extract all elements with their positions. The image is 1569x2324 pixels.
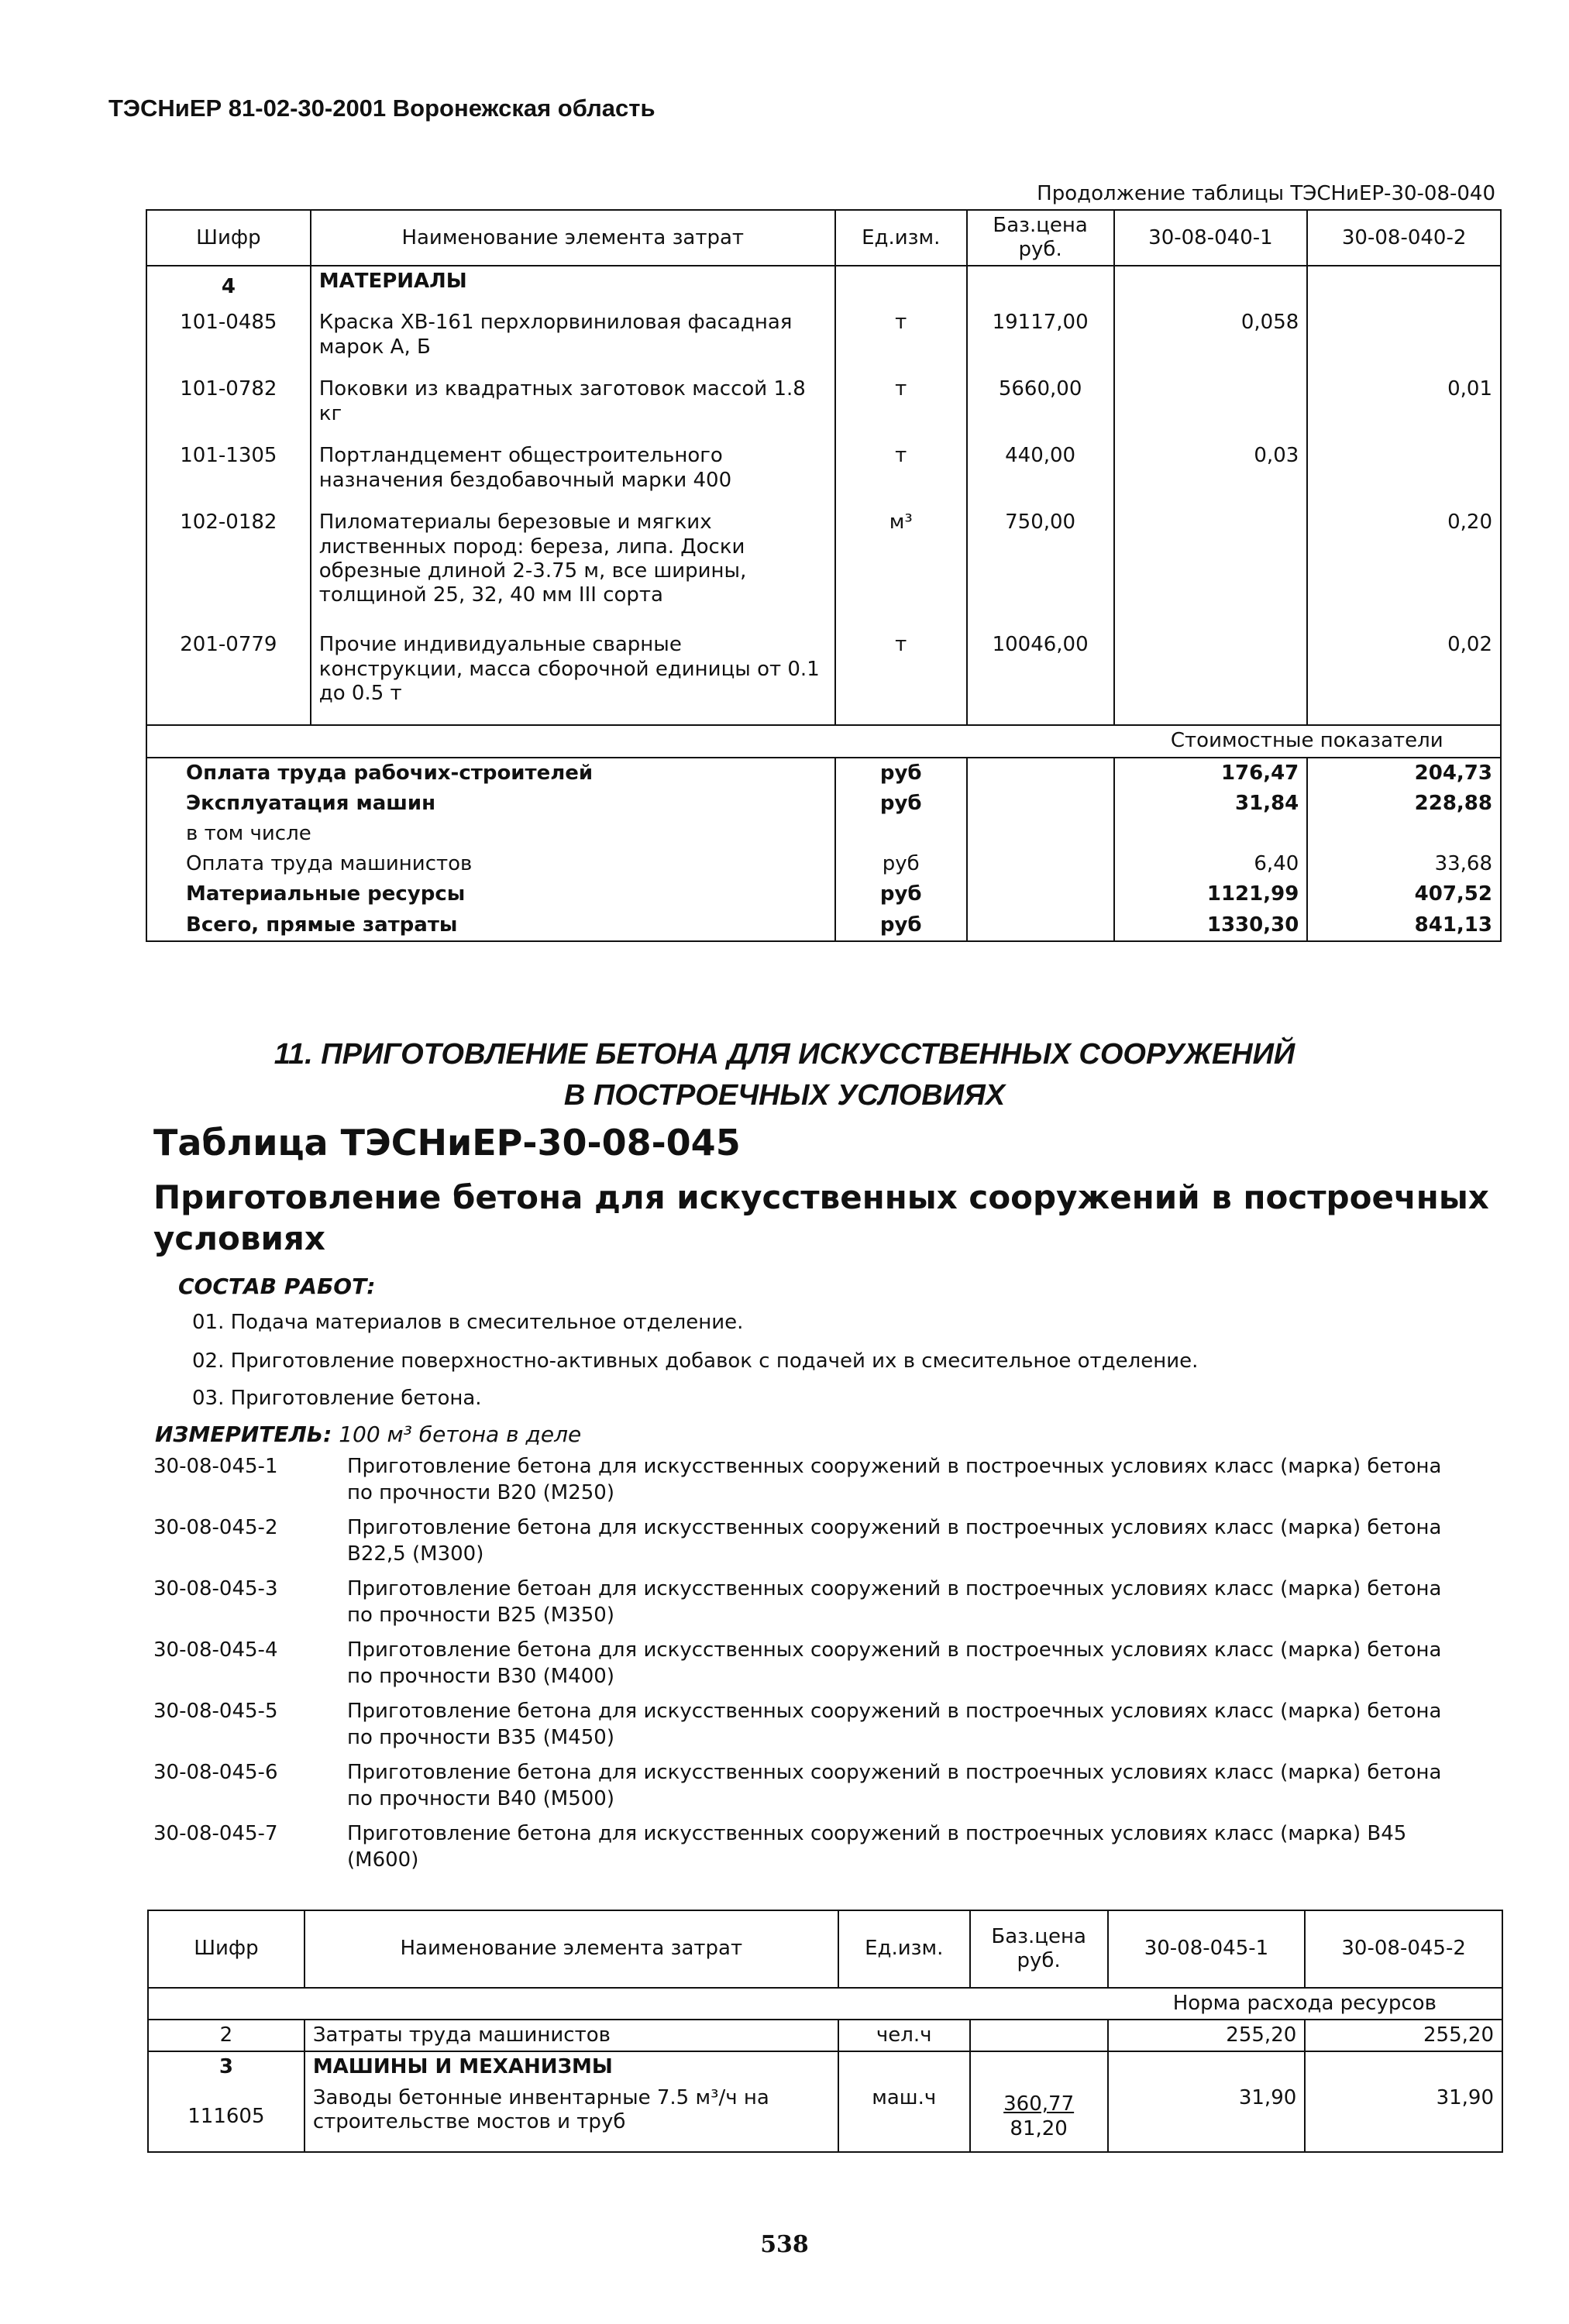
row-value-2 xyxy=(1307,308,1501,374)
cost-value-2: 841,13 xyxy=(1307,910,1501,941)
cost-name: Всего, прямые затраты xyxy=(146,910,835,941)
cost-value-1: 1121,99 xyxy=(1114,879,1308,909)
table-row xyxy=(146,308,1501,374)
page-header: ТЭСНиЕР 81-02-30-2001 Воронежская область xyxy=(108,95,655,122)
row-price: 19117,00 xyxy=(967,308,1114,374)
item-description: Приготовление бетона для искусственных сооружений в построечных условиях класс (марка) бетона по прочности В30 (М400) xyxy=(347,1638,1442,1688)
cost-unit: руб xyxy=(835,758,967,789)
section-title-line-2: В ПОСТРОЕЧНЫХ УСЛОВИЯХ xyxy=(563,1079,1006,1112)
list-item xyxy=(153,1760,1471,1813)
work-composition-label: СОСТАВ РАБОТ: xyxy=(178,1274,376,1299)
table-row xyxy=(146,374,1501,441)
cost-row xyxy=(146,910,1501,941)
header-name: Наименование элемента затрат xyxy=(305,1910,838,1988)
item-code: 30-08-045-5 xyxy=(153,1700,278,1723)
list-item xyxy=(153,1515,1471,1568)
row-price xyxy=(970,2020,1108,2051)
item-code: 30-08-045-2 xyxy=(153,1516,278,1539)
norm-header-row xyxy=(148,1988,1502,2020)
item-code: 30-08-045-6 xyxy=(153,1761,278,1784)
section-label: МАШИНЫ И МЕХАНИЗМЫ xyxy=(305,2051,838,2082)
meter-line xyxy=(155,1422,581,1447)
cost-name: Оплата труда машинистов xyxy=(146,849,835,879)
section-row xyxy=(146,266,1501,308)
section-number: 4 xyxy=(146,266,311,308)
row-value-1: 31,90 xyxy=(1108,2083,1306,2152)
table-header-row xyxy=(148,1910,1502,1988)
header-unit: Ед.изм. xyxy=(835,210,967,266)
table-title: Таблица ТЭСНиЕР-30-08-045 xyxy=(153,1122,741,1164)
cost-row xyxy=(146,789,1501,819)
row-unit: т xyxy=(835,441,967,507)
row-code: 102-0182 xyxy=(146,507,311,630)
row-value-2 xyxy=(1307,441,1501,507)
header-col2: 30-08-045-2 xyxy=(1305,1910,1502,1988)
cost-unit: руб xyxy=(835,879,967,909)
table-continuation-note: Продолжение таблицы ТЭСНиЕР-30-08-040 xyxy=(1037,182,1495,205)
section-label: МАТЕРИАЛЫ xyxy=(311,266,835,308)
row-value-2: 0,20 xyxy=(1307,507,1501,630)
row-name: Пиломатериалы березовые и мягких лиственных пород: береза, липа. Доски обрезные длиной 2-3.75 м, все ширины, толщиной 25, 32, 40 мм III сорта xyxy=(311,507,835,630)
row-price: 440,00 xyxy=(967,441,1114,507)
row-name: Краска ХВ-161 перхлорвиниловая фасадная марок А, Б xyxy=(311,308,835,374)
section-title-line-1: 11. ПРИГОТОВЛЕНИЕ БЕТОНА ДЛЯ ИСКУССТВЕННЫХ СООРУЖЕНИЙ xyxy=(274,1038,1295,1071)
row-value-2: 0,01 xyxy=(1307,374,1501,441)
row-name: Затраты труда машинистов xyxy=(305,2020,838,2051)
row-name: Портландцемент общестроительного назначения бездобавочный марки 400 xyxy=(311,441,835,507)
table-row xyxy=(146,441,1501,507)
item-description: Приготовление бетона для искусственных сооружений в построечных условиях класс (марка) бетона В22,5 (М300) xyxy=(347,1516,1442,1566)
row-value-1: 0,03 xyxy=(1114,441,1308,507)
price-denominator: 81,20 xyxy=(1010,2116,1068,2140)
cost-value-1: 1330,30 xyxy=(1114,910,1308,941)
cost-row xyxy=(146,819,1501,849)
header-col1: 30-08-040-1 xyxy=(1114,210,1308,266)
work-item: 01. Подача материалов в смесительное отделение. xyxy=(192,1311,744,1334)
row-value-1: 0,058 xyxy=(1114,308,1308,374)
table-header-row xyxy=(146,210,1501,266)
row-unit: т xyxy=(835,630,967,725)
row-name: Прочие индивидуальные сварные конструкции, масса сборочной единицы от 0.1 до 0.5 т xyxy=(311,630,835,725)
row-price: 750,00 xyxy=(967,507,1114,630)
cost-value-2: 204,73 xyxy=(1307,758,1501,789)
row-value-1: 255,20 xyxy=(1108,2020,1306,2051)
item-description: Приготовление бетона для искусственных сооружений в построечных условиях класс (марка) бетона по прочности В40 (М500) xyxy=(347,1761,1442,1810)
cost-unit: руб xyxy=(835,910,967,941)
header-price: Баз.цена руб. xyxy=(970,1910,1108,1988)
row-price xyxy=(970,2083,1108,2152)
header-code: Шифр xyxy=(148,1910,305,1988)
row-unit: м³ xyxy=(835,507,967,630)
header-name: Наименование элемента затрат xyxy=(311,210,835,266)
cost-value-2 xyxy=(1307,819,1501,849)
cost-unit: руб xyxy=(835,849,967,879)
item-description: Приготовление бетона для искусственных сооружений в построечных условиях класс (марка) бетона по прочности В35 (М450) xyxy=(347,1700,1442,1749)
row-unit: чел.ч xyxy=(838,2020,970,2051)
meter-value: 100 м³ бетона в деле xyxy=(339,1422,582,1447)
list-item xyxy=(153,1454,1471,1507)
row-value-1 xyxy=(1114,630,1308,725)
cost-value-1: 6,40 xyxy=(1114,849,1308,879)
item-code: 30-08-045-1 xyxy=(153,1455,278,1478)
cost-name: Оплата труда рабочих-строителей xyxy=(146,758,835,789)
item-description: Приготовление бетоан для искусственных сооружений в построечных условиях класс (марка) бетона по прочности В25 (М350) xyxy=(347,1577,1442,1627)
item-description: Приготовление бетона для искусственных сооружений в построечных условиях класс (марка) В45 (М600) xyxy=(347,1822,1407,1872)
list-item xyxy=(153,1821,1471,1874)
row-code: 2 xyxy=(148,2020,305,2051)
cost-value-2: 33,68 xyxy=(1307,849,1501,879)
item-description: Приготовление бетона для искусственных сооружений в построечных условиях класс (марка) бетона по прочности В20 (М250) xyxy=(347,1455,1442,1504)
cost-unit xyxy=(835,819,967,849)
cost-value-1: 176,47 xyxy=(1114,758,1308,789)
list-item xyxy=(153,1699,1471,1752)
header-col2: 30-08-040-2 xyxy=(1307,210,1501,266)
row-code: 111605 xyxy=(148,2083,305,2152)
cost-name: Материальные ресурсы xyxy=(146,879,835,909)
row-value-2: 31,90 xyxy=(1305,2083,1502,2152)
cost-name: в том числе xyxy=(146,819,835,849)
table-row xyxy=(148,2083,1502,2152)
header-col1: 30-08-045-1 xyxy=(1108,1910,1306,1988)
cost-header-row xyxy=(146,725,1501,757)
materials-table xyxy=(146,209,1502,942)
table-row xyxy=(146,630,1501,725)
price-numerator: 360,77 xyxy=(1003,2092,1075,2116)
table-subtitle: Приготовление бетона для искусственных сооружений в построечных условиях xyxy=(153,1178,1489,1257)
row-price: 5660,00 xyxy=(967,374,1114,441)
item-code: 30-08-045-4 xyxy=(153,1638,278,1662)
row-name: Заводы бетонные инвентарные 7.5 м³/ч на строительстве мостов и труб xyxy=(305,2083,838,2152)
cost-name: Эксплуатация машин xyxy=(146,789,835,819)
header-unit: Ед.изм. xyxy=(838,1910,970,1988)
section-number: 3 xyxy=(148,2051,305,2082)
table-row xyxy=(146,507,1501,630)
cost-value-1: 31,84 xyxy=(1114,789,1308,819)
cost-value-2: 407,52 xyxy=(1307,879,1501,909)
cost-value-1 xyxy=(1114,819,1308,849)
table-row xyxy=(148,2020,1502,2051)
row-name: Поковки из квадратных заготовок массой 1.8 кг xyxy=(311,374,835,441)
cost-value-2: 228,88 xyxy=(1307,789,1501,819)
page-number: 538 xyxy=(760,2231,809,2258)
cost-header: Стоимостные показатели xyxy=(1114,725,1501,757)
row-unit: маш.ч xyxy=(838,2083,970,2152)
row-value-2: 0,02 xyxy=(1307,630,1501,725)
resources-table xyxy=(147,1910,1503,2153)
section-row xyxy=(148,2051,1502,2082)
cost-row xyxy=(146,758,1501,789)
header-price: Баз.цена руб. xyxy=(967,210,1114,266)
row-code: 201-0779 xyxy=(146,630,311,725)
work-item: 03. Приготовление бетона. xyxy=(192,1387,482,1410)
row-code: 101-1305 xyxy=(146,441,311,507)
norm-header: Норма расхода ресурсов xyxy=(1108,1988,1502,2020)
meter-label: ИЗМЕРИТЕЛЬ: xyxy=(155,1422,332,1447)
cost-unit: руб xyxy=(835,789,967,819)
item-code: 30-08-045-3 xyxy=(153,1577,278,1600)
row-price: 10046,00 xyxy=(967,630,1114,725)
row-unit: т xyxy=(835,308,967,374)
work-item: 02. Приготовление поверхностно-активных добавок с подачей их в смесительное отделение. xyxy=(192,1349,1199,1373)
row-value-2: 255,20 xyxy=(1305,2020,1502,2051)
cost-row xyxy=(146,879,1501,909)
list-item xyxy=(153,1576,1471,1629)
header-code: Шифр xyxy=(146,210,311,266)
cost-row xyxy=(146,849,1501,879)
row-value-1 xyxy=(1114,374,1308,441)
row-unit: т xyxy=(835,374,967,441)
item-code: 30-08-045-7 xyxy=(153,1822,278,1845)
row-value-1 xyxy=(1114,507,1308,630)
row-code: 101-0782 xyxy=(146,374,311,441)
list-item xyxy=(153,1638,1471,1690)
row-code: 101-0485 xyxy=(146,308,311,374)
